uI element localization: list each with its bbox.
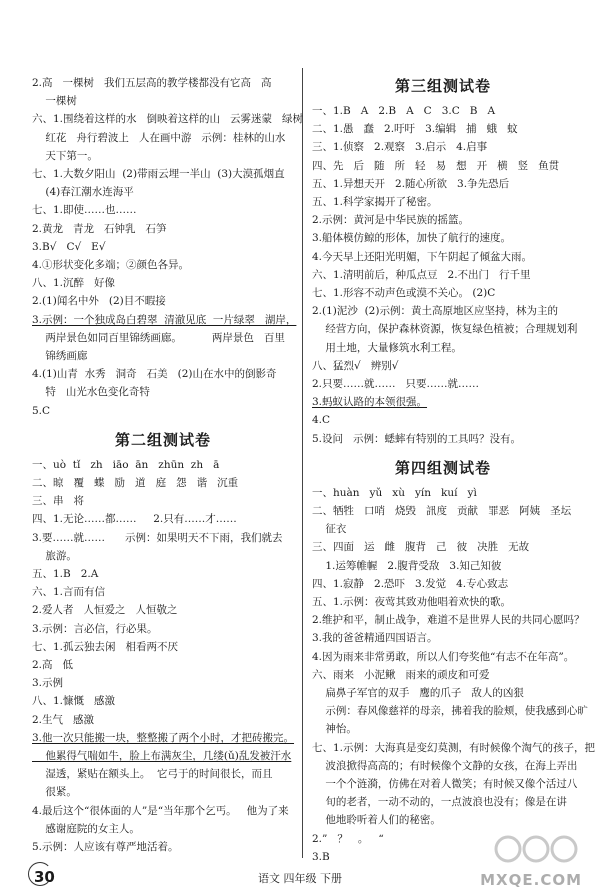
watermark-text: MXQE.COM bbox=[480, 871, 582, 889]
answer-line: 一棵树 bbox=[32, 95, 77, 108]
answer-line: 2.黄龙 青龙 石钟乳 石笋 bbox=[32, 222, 167, 235]
answer-line: 2.生气 感激 bbox=[32, 713, 95, 726]
answer-line: 1.运筹帷幄 2.腹背受敌 3.知己知彼 bbox=[312, 559, 502, 572]
answer-line: 3.他一次只能搬一块，整整搬了两个小时，才把砖搬完。 bbox=[32, 731, 295, 744]
answer-line: 八、1.沉醉 好像 bbox=[32, 277, 116, 290]
answer-line: 4.最后这个“很体面的人”是“当年那个乞丐。 他为了来 bbox=[32, 804, 289, 817]
answer-line: 四、1.寂静 2.恐吓 3.发觉 4.专心致志 bbox=[312, 577, 509, 590]
answer-line: 他地聆听着人们的秘密。 bbox=[312, 814, 441, 827]
answer-line: 他累得气喘如牛，脸上布满灰尘，几缕(ǔ)乱发被汗水 bbox=[32, 750, 292, 762]
answer-line: 3.B bbox=[312, 850, 330, 863]
answer-line: 扁鼻子军官的双手 鹰的爪子 敌人的凶狠 bbox=[312, 687, 524, 699]
answer-line: 四、先 后 随 所 轻 易 想 开 横 竖 鱼贯 bbox=[312, 159, 560, 172]
answer-line: 二、1.愚 蠢 2.吁吁 3.编辑 捕 蛾 蚊 bbox=[312, 123, 518, 136]
answer-line: 五、1.示例：夜莺其致劝他唱着欢快的歌。 bbox=[312, 596, 512, 608]
answer-line: 2.只要……就…… 只要……就…… bbox=[312, 378, 480, 390]
answer-line: 两岸景色如同百里锦绣画廊。 两岸景色 百里 bbox=[32, 331, 285, 344]
footer-title: 语文 四年级 下册 bbox=[258, 872, 342, 885]
answer-line: 3.B√ C√ E√ bbox=[32, 240, 106, 253]
answer-line: 4.C bbox=[312, 414, 331, 427]
answer-line: 示例：春风像慈祥的母亲，拂着我的脸颊，使我感到心旷 bbox=[312, 705, 588, 718]
answer-line: 5.设问 示例：蟋蟀有特别的工具吗？没有。 bbox=[312, 432, 522, 445]
answer-line: 波浪掀得高高的；有时候像个文静的女孩，在海上弄出 bbox=[312, 759, 578, 772]
answer-line: 红花 舟行碧波上 人在画中游 示例：桂林的山水 bbox=[32, 131, 286, 144]
answer-line: 三、四面 运 雌 腹背 己 彼 决胜 无故 bbox=[312, 541, 530, 554]
answer-line: 六、1.清明前后，种瓜点豆 2.不出门 行千里 bbox=[312, 268, 531, 281]
answer-line: 3.示例：言必信，行必果。 bbox=[32, 622, 158, 635]
answer-line: 2.(1)泥沙 (2)示例：黄土高原地区应坚持，林为主的 bbox=[312, 305, 558, 318]
answer-line: 五、1.科学家揭开了秘密。 bbox=[312, 196, 438, 208]
answer-line: 神怡。 bbox=[312, 723, 357, 736]
answer-line: 2.示例：黄河是中华民族的摇篮。 bbox=[312, 214, 470, 227]
answer-line: (4)春江潮水连海平 bbox=[32, 186, 134, 199]
answer-line: 四、1.无论……都…… 2.只有……才…… bbox=[32, 513, 237, 526]
answer-line: 三、1.侦察 2.观察 3.启示 4.启事 bbox=[312, 141, 488, 154]
answer-line: 七、1.孤云独去闲 相看两不厌 bbox=[32, 640, 179, 653]
answer-line: 3.我的爸爸精通四国语言。 bbox=[312, 632, 438, 645]
answer-line: 一、1.B A 2.B A C 3.C B A bbox=[312, 105, 496, 117]
answer-line: 经营方向，保护森林资源，恢复绿色植被；合理规划利 bbox=[312, 323, 578, 336]
answer-line: 3.船体模仿鲸的形体，加快了航行的速度。 bbox=[312, 232, 512, 245]
answer-line: 七、1.即使……也…… bbox=[32, 204, 137, 217]
answer-line: 一个个涟漪，仿佛在对着人微笑；有时候又像个活过八 bbox=[312, 778, 578, 790]
column-divider bbox=[302, 68, 303, 858]
answer-line: 锦绣画廊 bbox=[32, 350, 88, 362]
answer-line: 七、1.形容不动声色或漠不关心。 (2)C bbox=[312, 287, 496, 299]
answer-line: 3.示例 bbox=[32, 677, 64, 690]
answer-line: 2.” ？ 。 “ bbox=[312, 832, 384, 845]
answer-line: 3.蚂蚁认路的本领很强。 bbox=[312, 396, 428, 409]
answer-line: 3.示例：一个独成岛白碧翠 清澈见底 一片绿翠 湖岸， bbox=[32, 313, 297, 326]
answer-line: 二、晾 覆 蝶 励 道 庭 怨 谐 沉重 bbox=[32, 477, 239, 489]
answer-line: 5.C bbox=[32, 404, 51, 417]
answer-line: 三、串 将 bbox=[32, 495, 85, 508]
answer-line: 二、牺牲 口哨 烧毁 訊度 贡献 罪恶 阿姨 圣坛 bbox=[312, 505, 572, 517]
answer-line: 2.(1)闻名中外 (2)目不暇接 bbox=[32, 295, 166, 308]
answer-line: 一、huàn yǔ xù yín kuí yì bbox=[312, 486, 477, 499]
answer-line: 天下第一。 bbox=[32, 149, 98, 162]
answer-line: 2.高 低 bbox=[32, 659, 74, 671]
answer-line: 五、1.B 2.A bbox=[32, 568, 99, 580]
answer-line: 特 山光水色变化奇特 bbox=[32, 386, 150, 399]
answer-line: 2.高 一棵树 我们五层高的教学楼都没有它高 高 bbox=[32, 77, 272, 89]
answer-line: 六、1.围绕着这样的水 倒映着这样的山 云雾迷蒙 绿树 bbox=[32, 113, 304, 126]
answer-line: 很紧。 bbox=[32, 786, 77, 799]
answer-line: 2.爱人者 人恒爱之 人恒敬之 bbox=[32, 604, 178, 617]
answer-line: 八、1.慷慨 感激 bbox=[32, 695, 116, 708]
answer-line: 六、雨来 小泥鳅 雨来的顽皮和可爱 bbox=[312, 668, 490, 681]
answer-line: 湿透，紧贴在额头上。 它弓于的时间很长，而且 bbox=[32, 768, 273, 781]
answer-line: 七、1.示例：大海真是变幻莫测，有时候像个淘气的孩子，把 bbox=[312, 741, 596, 754]
answer-line: 5.示例：人应该有尊严地活着。 bbox=[32, 841, 179, 853]
answer-line: 七、1.大数夕阳山 (2)带雨云埋一半山 (3)大漠孤烟直 bbox=[32, 168, 285, 180]
page-number: 30 bbox=[34, 868, 55, 886]
answer-line: 4.①形状变化多端；②颜色各异。 bbox=[32, 259, 190, 271]
answer-line: 八、猛烈√ 辨别√ bbox=[312, 359, 399, 372]
answer-line: 4.今天早上还阳光明媚，下午阴起了倾盆大雨。 bbox=[312, 250, 533, 263]
section-heading: 第三组测试卷 bbox=[394, 77, 491, 95]
section-heading: 第二组测试卷 bbox=[114, 430, 211, 449]
answer-line: 六、1.言而有信 bbox=[32, 586, 106, 599]
answer-line: 征衣 bbox=[312, 523, 347, 536]
answer-line: 用土地，大量修筑水利工程。 bbox=[312, 341, 462, 354]
answer-line: 4.(1)山青 水秀 洞奇 石美 (2)山在水中的倒影奇 bbox=[32, 368, 277, 381]
answer-line: 旅游。 bbox=[32, 549, 77, 562]
answer-line: 旬的老者，一动不动的，一点波浪也没有；像是在讲 bbox=[312, 796, 567, 809]
answer-line: 五、1.异想天开 2.随心所欲 3.争先恐后 bbox=[312, 177, 510, 190]
answer-line: 2.维护和平，制止战争，难道不是世界人民的共同心愿吗？ bbox=[312, 614, 585, 627]
section-heading: 第四组测试卷 bbox=[394, 458, 491, 477]
answer-line: 3.要……就…… 示例：如果明天不下雨，我们就去 bbox=[32, 531, 283, 544]
answer-line: 感谢庭院的女主人。 bbox=[32, 822, 140, 835]
answer-line: 一、uò tǐ zh iāo ān zhūn zh ā bbox=[32, 458, 220, 471]
answer-line: 4.因为雨来非常勇敢，所以人们夸奖他“有志不在年高”。 bbox=[312, 650, 575, 663]
